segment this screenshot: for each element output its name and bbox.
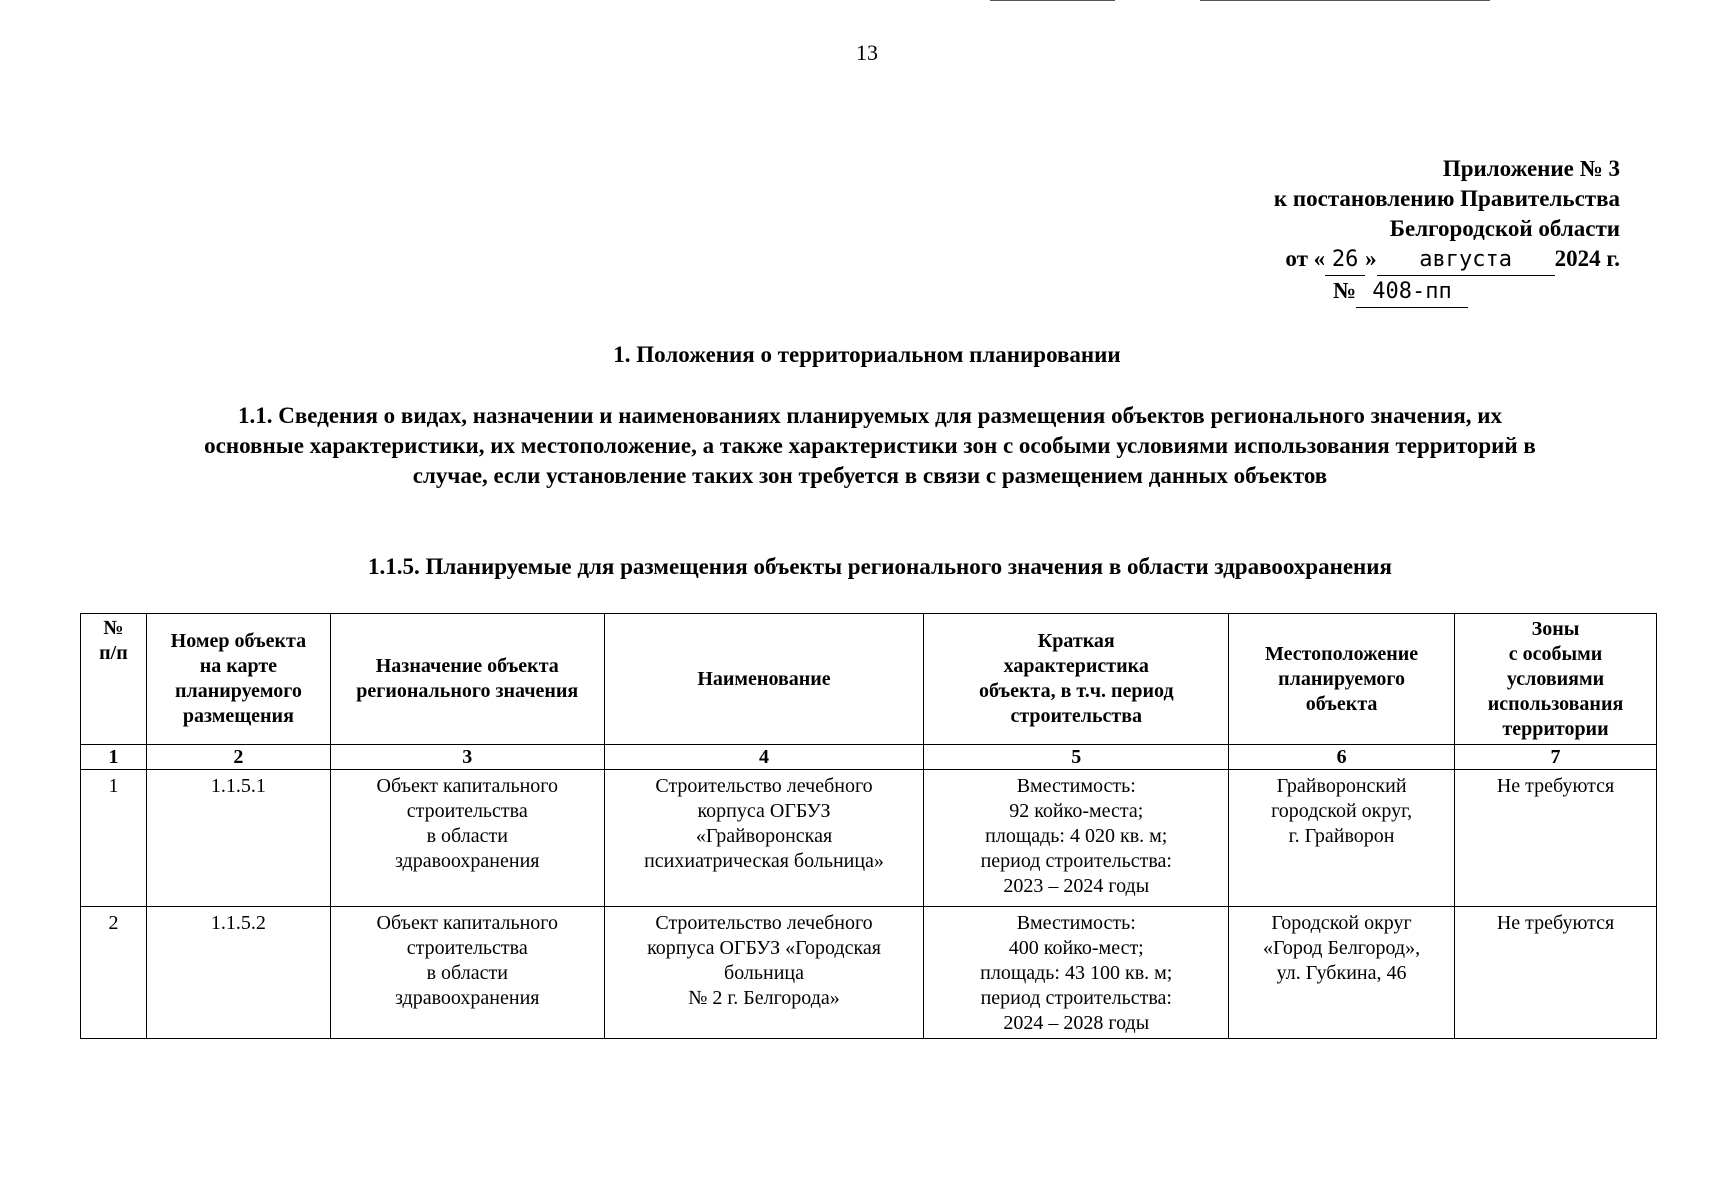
top-rule-right	[1200, 0, 1490, 1]
column-number-row	[81, 745, 1657, 770]
table-cell: Не требуются	[1455, 770, 1657, 907]
header-cell: Зоны с особыми условиями использования территории	[1455, 614, 1657, 745]
table-cell: Грайворонский городской округ, г. Грайворон	[1229, 770, 1455, 907]
table-heading: 1.1.5. Планируемые для размещения объекты регионального значения в области здравоохранения	[367, 554, 1392, 579]
date-day: 26	[1325, 245, 1365, 276]
column-number: 4	[604, 745, 924, 770]
table-cell: Строительство лечебного корпуса ОГБУЗ «Городская больница № 2 г. Белгорода»	[604, 907, 924, 1039]
header-cell: № п/п	[81, 614, 147, 745]
table-cell: 2	[81, 907, 147, 1039]
date-mid: »	[1365, 246, 1377, 271]
header-cell: Местоположение планируемого объекта	[1229, 614, 1455, 745]
date-year: 2024 г.	[1554, 246, 1620, 271]
objects-table	[80, 613, 1657, 1039]
header-cell: Номер объекта на карте планируемого размещения	[146, 614, 330, 745]
appendix-resolution: к постановлению Правительства	[1273, 186, 1620, 211]
number-value: 408-пп	[1356, 277, 1468, 308]
table-cell: Объект капитального строительства в области здравоохранения	[330, 907, 604, 1039]
header-cell: Назначение объекта регионального значения	[330, 614, 604, 745]
table-cell: Вместимость: 92 койко-места; площадь: 4 020 кв. м; период строительства: 2023 – 2024 годы	[924, 770, 1229, 907]
appendix-block	[1160, 154, 1620, 308]
page-number: 13	[856, 40, 878, 65]
top-rule-left	[990, 0, 1115, 1]
date-month: августа	[1377, 245, 1555, 276]
table-cell: Не требуются	[1455, 907, 1657, 1039]
column-number: 6	[1229, 745, 1455, 770]
date-prefix: от «	[1285, 246, 1326, 271]
appendix-region: Белгородской области	[1389, 216, 1620, 241]
section-heading: 1. Положения о территориальном планировании	[613, 342, 1121, 367]
appendix-title: Приложение № 3	[1442, 156, 1620, 181]
table-header-row	[81, 614, 1657, 745]
table-cell: Вместимость: 400 койко-мест; площадь: 43 100 кв. м; период строительства: 2024 – 2028 годы	[924, 907, 1229, 1039]
subsection-heading: 1.1. Сведения о видах, назначении и наименованиях планируемых для размещения объектов регионального значения, их основные характеристики, их местоположение, а также характеристики зон с особыми условиями использования территорий в случае, если установление таких зон требуется в связи с размещением данных объектов	[204, 403, 1536, 488]
header-cell: Краткая характеристика объекта, в т.ч. период строительства	[924, 614, 1229, 745]
column-number: 7	[1455, 745, 1657, 770]
number-prefix: №	[1332, 278, 1356, 303]
table-cell: Объект капитального строительства в области здравоохранения	[330, 770, 604, 907]
table-row	[81, 907, 1657, 1039]
table-cell: 1.1.5.1	[146, 770, 330, 907]
column-number: 2	[146, 745, 330, 770]
appendix-date	[1160, 244, 1620, 276]
table-cell: 1.1.5.2	[146, 907, 330, 1039]
table-cell: Городской округ «Город Белгород», ул. Губкина, 46	[1229, 907, 1455, 1039]
appendix-number	[1160, 276, 1620, 308]
table-cell: 1	[81, 770, 147, 907]
column-number: 5	[924, 745, 1229, 770]
column-number: 3	[330, 745, 604, 770]
table-row	[81, 770, 1657, 907]
column-number: 1	[81, 745, 147, 770]
table-cell: Строительство лечебного корпуса ОГБУЗ «Грайворонская психиатрическая больница»	[604, 770, 924, 907]
header-cell: Наименование	[604, 614, 924, 745]
